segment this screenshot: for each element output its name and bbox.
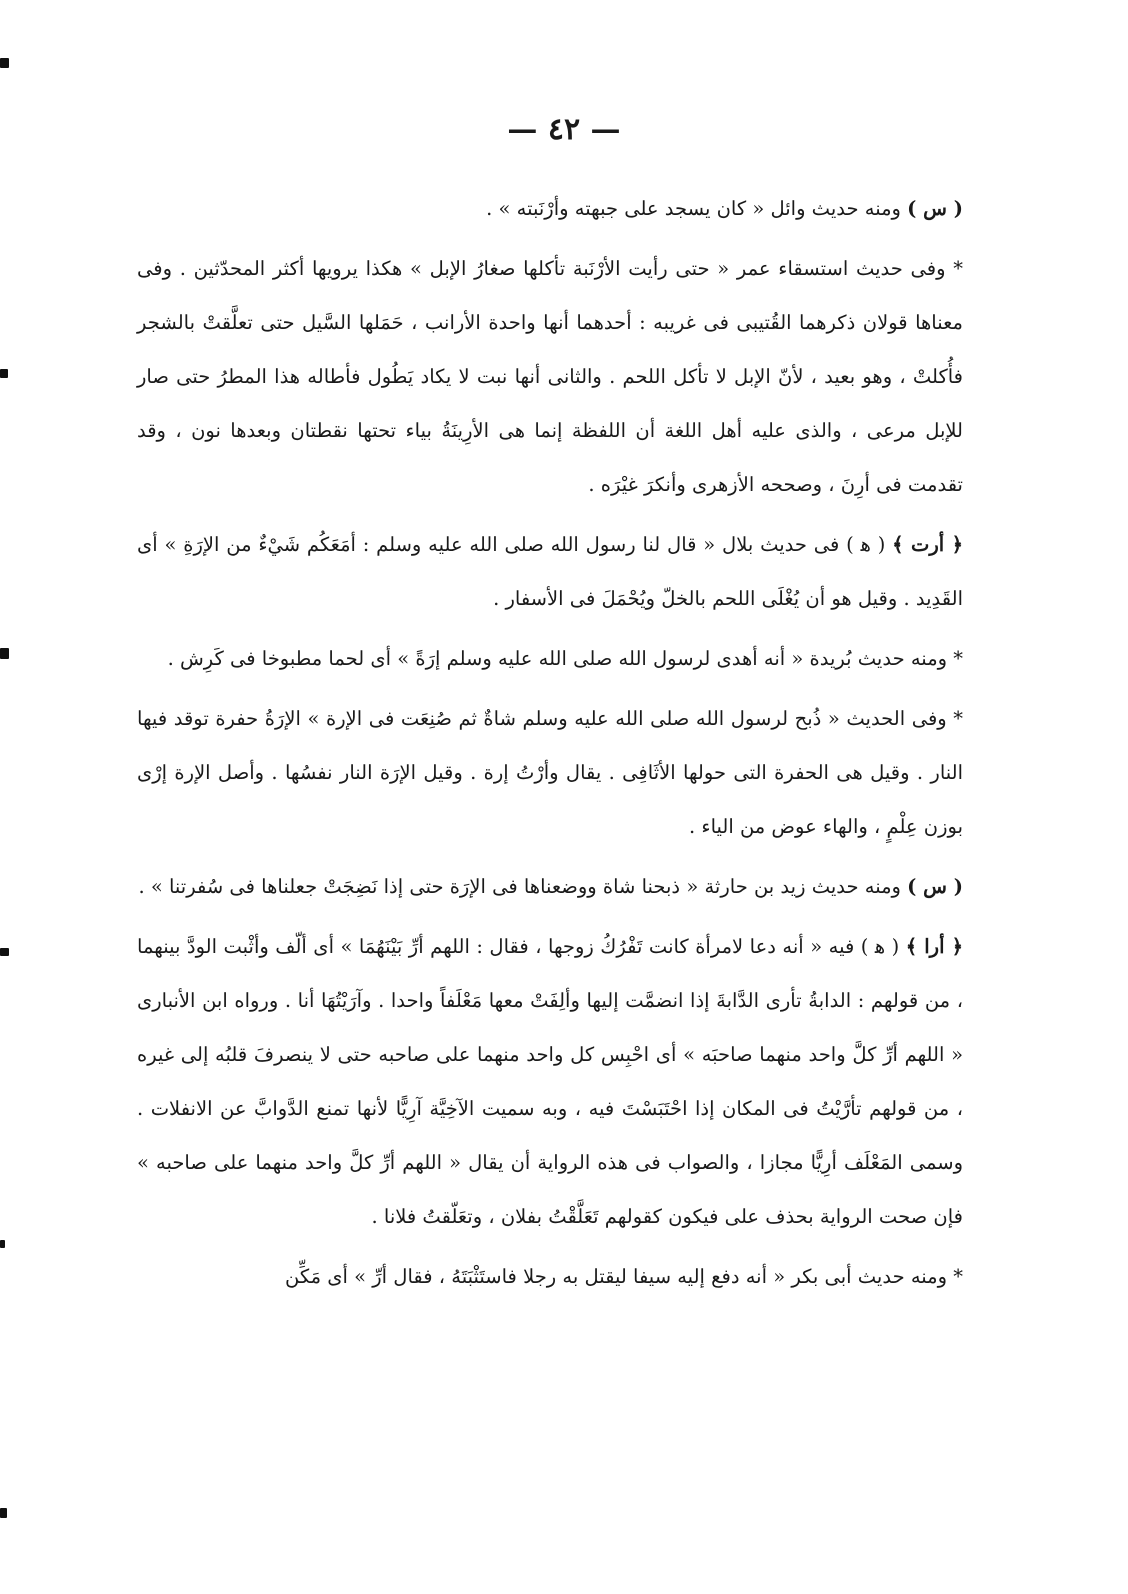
paragraph-text: ومنه حديث زيد بن حارثة « ذبحنا شاة ووضعناها فى الإرَة حتى إذا نَضِجَتْ جعلناها فى سُفرتنا » . (138, 875, 901, 898)
scan-edge-mark (0, 369, 8, 378)
paragraph-lead: ﴿ أرا ﴾ (905, 935, 963, 958)
paragraph-text: ( ﻫ ) فى حديث بلال « قال لنا رسول الله صلى الله عليه وسلم : أمَعَكُم شَيْءٌ من الإرَةِ » أى القَدِيد . وقيل هو أن يُغْلَى اللحم بالخلّ ويُحْمَلَ فى الأسفار . (137, 533, 963, 610)
text-body (137, 182, 963, 1310)
paragraph-text: * وفى حديث استسقاء عمر « حتى رأيت الأرْنَبة تأكلها صغارُ الإبل » هكذا يرويها أكثر المحدّثين . وفى معناها قولان ذكرهما القُتيبى فى غريبه : أحدهما أنها واحدة الأرانب ، حَمَلها السَّيل حتى تعلَّقتْ بالشجر فأُكلتْ ، وهو بعيد ، لأنّ الإبل لا تأكل اللحم . والثانى أنها نبت لا يكاد يَطُول فأطاله هذا المطرُ حتى صار للإبل مرعى ، والذى عليه أهل اللغة أن اللفظة إنما هى الأرِينَةُ بياء تحتها نقطتان وبعدها نون ، وقد تقدمت فى أرِنَ ، وصححه الأزهرى وأنكرَ غيْرَه . (137, 257, 963, 496)
paragraph-text: * وفى الحديث « ذُبح لرسول الله صلى الله عليه وسلم شاةٌ ثم صُنِعَت فى الإرة » الإرَةُ حفرة توقد فيها النار . وقيل هى الحفرة التى حولها الأثَافِى . يقال وأرْتُ إرة . وقيل الإرَة النار نفسُها . وأصل الإرة إرْى بوزن عِلْمٍ ، والهاء عوض من الياء . (137, 707, 963, 838)
paragraph-lead: ( س ) (907, 875, 963, 898)
paragraph-lead: ( س ) (907, 197, 963, 220)
paragraph (137, 182, 963, 236)
paragraph (137, 692, 963, 854)
paragraph (137, 518, 963, 626)
paragraph (137, 242, 963, 512)
paragraph-text: ومنه حديث وائل « كان يسجد على جبهته وأرْنَبته » . (486, 197, 901, 220)
paragraph-lead: ﴿ أرت ﴾ (892, 533, 963, 556)
scan-edge-mark (0, 948, 9, 956)
page-number: — ٤٢ — (507, 112, 621, 147)
paragraph-text: * ومنه حديث بُريدة « أنه أهدى لرسول الله صلى الله عليه وسلم إرَةً » أى لحما مطبوخا فى كَرِش . (167, 647, 963, 670)
scan-edge-mark (0, 1240, 5, 1248)
scan-edge-mark (0, 58, 9, 68)
paragraph-text: ( ﻫ ) فيه « أنه دعا لامرأة كانت تَفْرُكُ زوجها ، فقال : اللهم أرِّ بَيْنَهُمَا » أى ألّف وأثْبت الودَّ بينهما ، من قولهم : الدابةُ تأرى الدَّابةَ إذا انضمَّت إليها وألِفَتْ معها مَعْلَفاً واحدا . وآرَيْتُهَا أنا . ورواه ابن الأنبارى « اللهم أرِّ كلَّ واحد منهما صاحبَه » أى احْبِس كل واحد منهما على صاحبه حتى لا ينصرفَ قلبُه إلى غيره ، من قولهم تأرَّيْتُ فى المكان إذا احْتَبَسْتَ فيه ، وبه سميت الآخِيَّة آرِيًّا لأنها تمنع الدَّوابَّ عن الانفلات . وسمى المَعْلَف أرِيًّا مجازا ، والصواب فى هذه الرواية أن يقال « اللهم أرِّ كلَّ واحد منهما على صاحبه » فإن صحت الرواية بحذف على فيكون كقولهم تَعَلَّقْتُ بفلان ، وتعَلّقتُ فلانا . (137, 935, 963, 1228)
scan-edge-mark (0, 648, 9, 659)
paragraph (137, 860, 963, 914)
paragraph (137, 632, 963, 686)
scan-edge-mark (0, 1508, 7, 1518)
paragraph (137, 1250, 963, 1304)
paragraph (137, 920, 963, 1244)
paragraph-text: * ومنه حديث أبى بكر « أنه دفع إليه سيفا ليقتل به رجلا فاستَثْبَتَهُ ، فقال أرِّ » أى مَكِّن (285, 1265, 963, 1288)
